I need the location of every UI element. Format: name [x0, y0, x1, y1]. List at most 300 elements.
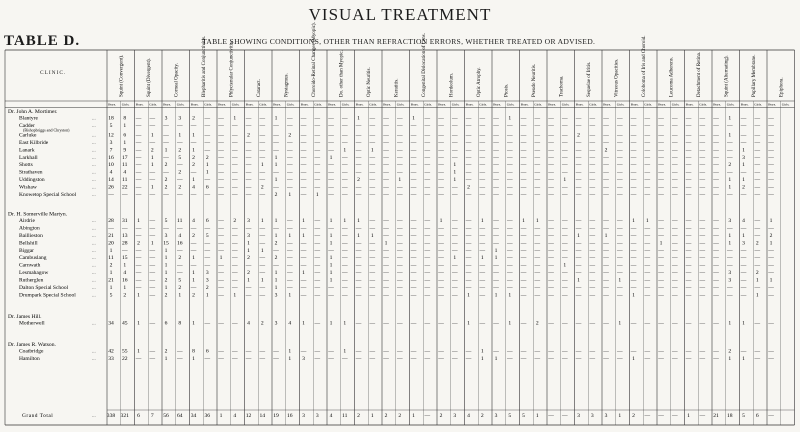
table-cell: —: [685, 348, 692, 355]
table-cell: —: [603, 348, 609, 355]
table-cell: 4: [288, 320, 292, 327]
table-cell: —: [658, 270, 664, 277]
table-cell: —: [768, 192, 774, 198]
table-cell: —: [644, 147, 651, 154]
table-cell: —: [685, 355, 692, 362]
table-cell: —: [465, 277, 472, 284]
table-cell: —: [438, 132, 444, 139]
table-cell: 28: [108, 217, 114, 224]
table-cell: 2: [178, 184, 182, 191]
leader-dots: ...: [92, 123, 96, 129]
table-cell: —: [603, 247, 609, 254]
table-cell: —: [383, 320, 389, 327]
table-cell: —: [671, 184, 678, 191]
table-cell: 1: [728, 184, 732, 191]
table-cell: —: [383, 348, 389, 355]
table-cell: —: [754, 154, 761, 161]
leader-dots: ...: [92, 140, 96, 146]
table-cell: 28: [121, 240, 128, 247]
table-cell: —: [740, 348, 747, 355]
table-cell: —: [768, 255, 774, 262]
table-cell: —: [630, 169, 637, 176]
table-cell: —: [369, 348, 376, 355]
table-cell: —: [520, 192, 527, 198]
table-cell: —: [644, 177, 651, 184]
clinic-subtitle: (Bishopbriggs and Chryston): [23, 127, 70, 133]
table-cell: —: [671, 169, 678, 176]
table-cell: —: [589, 277, 596, 284]
table-cell: —: [149, 255, 156, 262]
leader-dots: ...: [92, 278, 96, 284]
table-cell: —: [644, 192, 651, 198]
table-cell: —: [506, 169, 513, 176]
table-cell: —: [479, 192, 486, 198]
table-cell: —: [603, 240, 609, 247]
table-cell: —: [603, 320, 609, 327]
table-cell: —: [286, 115, 293, 122]
table-cell: —: [575, 270, 582, 277]
boys-label: Boys.: [328, 102, 337, 107]
table-cell: —: [341, 285, 348, 291]
table-cell: —: [589, 292, 596, 299]
clinic-row: Baillieston: [19, 232, 43, 239]
table-cell: 2: [205, 285, 209, 291]
table-cell: 1: [288, 232, 292, 239]
table-cell: —: [548, 320, 554, 327]
table-cell: 21: [108, 277, 114, 284]
table-cell: —: [493, 154, 499, 161]
table-cell: —: [383, 355, 389, 362]
table-cell: —: [658, 320, 664, 327]
table-cell: —: [630, 115, 637, 122]
table-cell: —: [465, 139, 472, 146]
clinic-row: Blantyre: [19, 115, 38, 122]
table-cell: —: [740, 277, 747, 284]
table-cell: —: [493, 177, 499, 184]
table-cell: —: [149, 217, 156, 224]
table-cell: 1: [288, 348, 292, 355]
table-cell: 1: [508, 320, 512, 327]
table-cell: 1: [137, 217, 140, 224]
table-cell: —: [630, 255, 637, 262]
table-cell: —: [204, 355, 211, 362]
table-cell: —: [245, 225, 252, 232]
table-cell: 1: [274, 217, 278, 224]
table-cell: —: [534, 225, 541, 232]
table-cell: —: [754, 232, 761, 239]
table-cell: —: [383, 232, 389, 239]
boys-label: Boys.: [575, 102, 584, 107]
grand-total-cell: 56: [163, 413, 169, 419]
table-cell: —: [424, 184, 431, 191]
table-cell: —: [396, 139, 403, 146]
table-cell: —: [699, 247, 706, 254]
table-cell: —: [479, 154, 486, 161]
table-cell: —: [286, 285, 293, 291]
table-cell: —: [768, 225, 774, 232]
table-cell: —: [644, 262, 651, 269]
table-cell: —: [314, 122, 321, 129]
table-cell: 1: [494, 255, 498, 262]
boys-label: Boys.: [713, 102, 722, 107]
table-cell: —: [754, 225, 761, 232]
table-cell: —: [561, 240, 568, 247]
table-cell: —: [603, 139, 609, 146]
table-cell: —: [699, 270, 706, 277]
table-cell: 2: [123, 292, 127, 299]
table-cell: —: [341, 177, 348, 184]
table-cell: 2: [577, 132, 580, 139]
table-cell: —: [561, 139, 568, 146]
table-cell: 1: [274, 177, 278, 184]
table-cell: —: [231, 277, 238, 284]
grand-total-cell: 321: [120, 413, 129, 419]
girls-label: Girls.: [726, 102, 735, 107]
table-cell: 1: [137, 348, 140, 355]
table-cell: —: [451, 192, 458, 198]
table-cell: —: [218, 192, 224, 198]
table-cell: —: [548, 355, 554, 362]
table-cell: —: [671, 292, 678, 299]
table-cell: 16: [121, 277, 128, 284]
column-header: Cataract.: [256, 79, 262, 97]
table-cell: —: [424, 232, 431, 239]
table-cell: —: [713, 122, 719, 129]
table-cell: 1: [343, 217, 347, 224]
table-cell: —: [341, 292, 348, 299]
table-cell: —: [713, 240, 719, 247]
table-cell: —: [341, 132, 348, 139]
table-cell: 1: [467, 320, 470, 327]
table-cell: —: [286, 277, 293, 284]
table-cell: —: [713, 355, 719, 362]
table-cell: —: [506, 355, 513, 362]
table-cell: —: [204, 132, 211, 139]
table-cell: —: [534, 139, 541, 146]
table-cell: —: [218, 277, 224, 284]
table-cell: —: [273, 247, 279, 254]
table-cell: —: [644, 285, 651, 291]
table-cell: —: [286, 240, 293, 247]
table-cell: 1: [164, 285, 168, 291]
table-cell: —: [534, 162, 541, 169]
table-cell: —: [204, 225, 211, 232]
table-cell: —: [603, 217, 609, 224]
table-cell: —: [630, 177, 637, 184]
grand-total-cell: 6: [137, 413, 140, 419]
table-cell: —: [424, 320, 431, 327]
table-cell: —: [286, 247, 293, 254]
table-cell: —: [740, 255, 747, 262]
grand-total-cell: 4: [467, 413, 470, 419]
table-cell: —: [603, 225, 609, 232]
table-cell: —: [410, 348, 417, 355]
table-cell: —: [644, 225, 651, 232]
table-cell: 2: [535, 320, 539, 327]
table-cell: —: [630, 232, 637, 239]
table-cell: —: [548, 292, 554, 299]
table-cell: —: [740, 247, 747, 254]
table-cell: —: [589, 154, 596, 161]
table-cell: —: [410, 255, 417, 262]
table-cell: —: [300, 247, 307, 254]
boys-label: Boys.: [273, 102, 282, 107]
table-cell: —: [671, 154, 678, 161]
table-cell: —: [589, 217, 596, 224]
table-cell: —: [506, 262, 513, 269]
table-cell: 5: [205, 232, 209, 239]
table-cell: —: [616, 262, 623, 269]
table-cell: —: [163, 154, 169, 161]
table-cell: —: [410, 147, 417, 154]
table-cell: —: [726, 262, 733, 269]
table-cell: —: [534, 232, 541, 239]
table-cell: 1: [178, 292, 182, 299]
table-cell: —: [699, 192, 706, 198]
table-cell: 2: [192, 154, 195, 161]
table-cell: 3: [302, 355, 305, 362]
table-cell: —: [424, 115, 431, 122]
table-cell: —: [658, 217, 664, 224]
table-cell: 1: [343, 147, 347, 154]
table-cell: —: [768, 162, 774, 169]
clinic-row: Rutherglen: [19, 277, 44, 284]
table-cell: —: [149, 232, 156, 239]
table-cell: —: [630, 132, 637, 139]
table-cell: —: [603, 277, 609, 284]
table-cell: —: [314, 355, 321, 362]
column-header: Do. other than Myopic.: [339, 50, 345, 97]
table-cell: —: [383, 247, 389, 254]
table-cell: —: [575, 262, 582, 269]
table-cell: —: [534, 184, 541, 191]
table-cell: —: [768, 184, 774, 191]
table-cell: 1: [508, 292, 512, 299]
table-cell: —: [726, 169, 733, 176]
table-cell: —: [644, 247, 651, 254]
table-cell: —: [176, 247, 183, 254]
table-cell: —: [355, 355, 362, 362]
table-cell: —: [548, 240, 554, 247]
table-cell: —: [671, 192, 678, 198]
table-cell: —: [699, 320, 706, 327]
table-cell: —: [259, 115, 266, 122]
table-cell: —: [726, 225, 733, 232]
grand-total-cell: —: [671, 413, 678, 419]
table-cell: —: [314, 348, 321, 355]
table-cell: 1: [742, 177, 745, 184]
table-cell: 1: [233, 292, 237, 299]
table-cell: —: [768, 154, 774, 161]
grand-total-cell: 3: [577, 413, 580, 419]
grand-total-cell: 19: [273, 413, 279, 419]
table-cell: —: [671, 355, 678, 362]
table-cell: —: [726, 255, 733, 262]
grand-total-cell: 1: [535, 413, 539, 419]
table-cell: —: [589, 139, 596, 146]
table-cell: —: [231, 262, 238, 269]
table-cell: —: [520, 162, 527, 169]
table-cell: —: [424, 247, 431, 254]
table-cell: —: [273, 225, 279, 232]
table-cell: —: [355, 225, 362, 232]
table-cell: 6: [164, 320, 168, 327]
table-cell: 1: [604, 232, 608, 239]
table-cell: —: [616, 355, 623, 362]
table-cell: —: [149, 225, 156, 232]
table-cell: 2: [728, 162, 732, 169]
table-cell: —: [424, 217, 431, 224]
table-cell: 1: [192, 255, 195, 262]
table-cell: 1: [769, 217, 773, 224]
table-cell: 1: [137, 320, 140, 327]
table-cell: —: [218, 262, 224, 269]
table-cell: —: [740, 139, 747, 146]
table-cell: —: [575, 320, 582, 327]
table-cell: —: [396, 277, 403, 284]
table-cell: —: [231, 255, 238, 262]
table-cell: —: [713, 184, 719, 191]
table-cell: —: [589, 184, 596, 191]
table-cell: —: [176, 139, 183, 146]
table-cell: —: [438, 139, 444, 146]
table-cell: —: [671, 270, 678, 277]
table-cell: —: [644, 348, 651, 355]
table-cell: —: [314, 285, 321, 291]
leader-dots: ...: [92, 193, 96, 198]
table-cell: —: [149, 169, 156, 176]
table-cell: —: [383, 132, 389, 139]
table-cell: —: [259, 192, 266, 198]
table-cell: —: [424, 270, 431, 277]
table-cell: —: [479, 285, 486, 291]
clinic-row: Larkhall: [19, 154, 38, 161]
table-cell: 2: [178, 169, 182, 176]
column-header: Corneal Opacity.: [174, 63, 180, 97]
table-cell: —: [451, 139, 458, 146]
table-cell: —: [575, 292, 582, 299]
table-cell: —: [369, 320, 376, 327]
table-cell: —: [314, 225, 321, 232]
leader-dots: ...: [92, 170, 96, 176]
table-cell: —: [658, 115, 664, 122]
table-cell: 1: [618, 277, 622, 284]
table-cell: —: [451, 355, 458, 362]
table-cell: —: [506, 277, 513, 284]
grand-total-cell: 2: [632, 413, 635, 419]
table-cell: —: [300, 115, 307, 122]
table-cell: —: [534, 247, 541, 254]
grand-total-cell: 5: [508, 413, 512, 419]
grand-total-cell: 4: [233, 413, 237, 419]
table-cell: 1: [274, 277, 278, 284]
table-cell: 2: [467, 184, 470, 191]
table-cell: —: [713, 132, 719, 139]
table-cell: —: [740, 132, 747, 139]
table-cell: —: [163, 132, 169, 139]
table-cell: 1: [288, 292, 292, 299]
clinic-row: Dalton Special School: [19, 285, 69, 291]
table-cell: —: [424, 285, 431, 291]
table-cell: —: [561, 132, 568, 139]
table-cell: —: [726, 292, 733, 299]
table-cell: —: [465, 232, 472, 239]
table-cell: —: [424, 122, 431, 129]
table-cell: —: [328, 122, 334, 129]
table-cell: 4: [123, 169, 127, 176]
table-cell: —: [218, 247, 224, 254]
table-cell: —: [520, 177, 527, 184]
table-cell: 1: [329, 255, 333, 262]
table-cell: —: [355, 132, 362, 139]
table-cell: 2: [178, 285, 182, 291]
medical-officer-heading: Dr. James R. Watson.: [8, 341, 56, 348]
table-cell: —: [754, 285, 761, 291]
table-cell: —: [548, 285, 554, 291]
table-cell: —: [218, 225, 224, 232]
table-cell: —: [245, 292, 252, 299]
table-cell: —: [245, 348, 252, 355]
table-cell: —: [190, 139, 197, 146]
table-cell: —: [671, 115, 678, 122]
table-cell: —: [465, 355, 472, 362]
table-cell: —: [369, 177, 376, 184]
table-cell: —: [149, 115, 156, 122]
table-cell: 2: [247, 270, 250, 277]
table-cell: —: [575, 225, 582, 232]
table-cell: —: [685, 240, 692, 247]
column-header: Pseudo Neuritis.: [531, 63, 537, 97]
table-cell: —: [341, 225, 348, 232]
table-cell: —: [534, 122, 541, 129]
table-cell: —: [369, 115, 376, 122]
table-cell: 6: [205, 348, 209, 355]
table-cell: —: [548, 184, 554, 191]
table-cell: —: [355, 247, 362, 254]
table-cell: 5: [178, 277, 182, 284]
table-cell: —: [768, 177, 774, 184]
table-cell: —: [396, 292, 403, 299]
grand-total-cell: 3: [315, 413, 319, 419]
leader-dots: ...: [92, 349, 96, 355]
leader-dots: ...: [92, 271, 96, 277]
clinic-row: Motherwell: [19, 320, 45, 327]
table-cell: —: [218, 115, 224, 122]
table-cell: —: [561, 355, 568, 362]
table-cell: —: [630, 162, 637, 169]
table-cell: —: [286, 255, 293, 262]
table-cell: —: [713, 115, 719, 122]
grand-total-cell: 338: [106, 413, 116, 419]
table-cell: 1: [742, 232, 745, 239]
table-cell: —: [438, 115, 444, 122]
table-cell: 1: [398, 177, 402, 184]
table-cell: —: [548, 122, 554, 129]
table-cell: —: [300, 154, 307, 161]
leader-dots: ...: [92, 185, 96, 191]
table-cell: —: [438, 154, 444, 161]
table-cell: —: [204, 262, 211, 269]
table-cell: 1: [274, 232, 278, 239]
grand-total-cell: 3: [590, 413, 594, 419]
table-cell: —: [699, 225, 706, 232]
table-cell: —: [561, 247, 568, 254]
table-cell: 1: [329, 277, 333, 284]
table-cell: —: [561, 169, 568, 176]
table-cell: —: [465, 162, 472, 169]
table-cell: 1: [453, 169, 457, 176]
table-cell: —: [424, 147, 431, 154]
